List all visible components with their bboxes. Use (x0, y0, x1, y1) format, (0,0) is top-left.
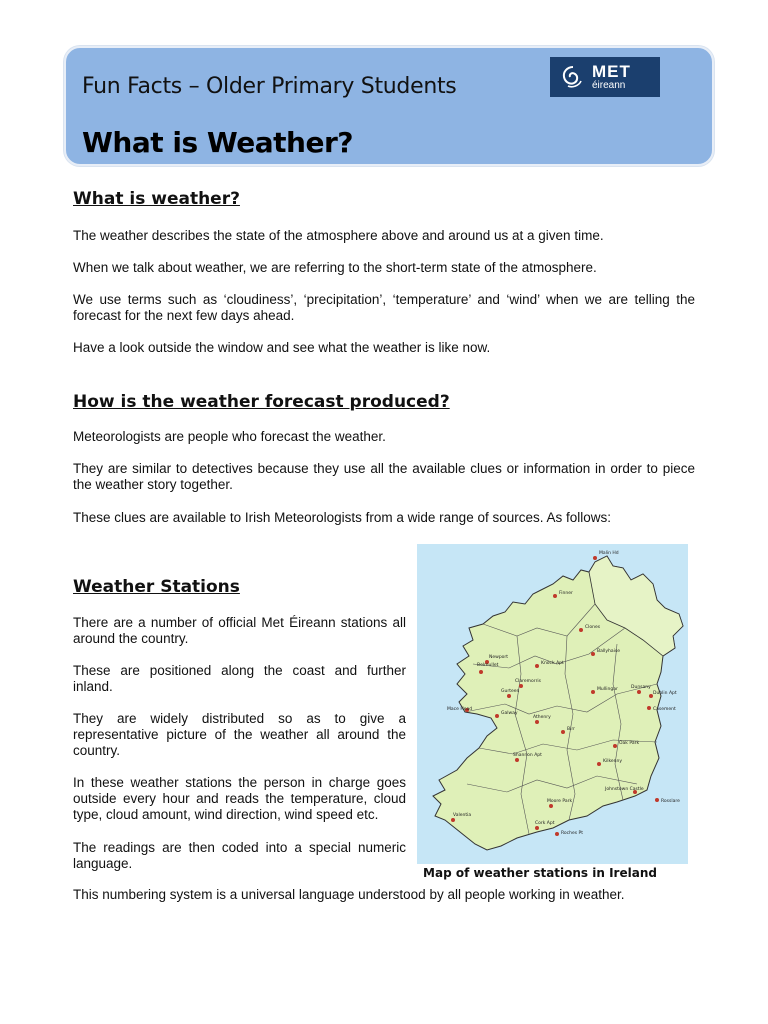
paragraph: These are positioned along the coast and further inland. (73, 663, 406, 694)
svg-text:Oak Park: Oak Park (619, 741, 640, 746)
paragraph: There are a number of official Met Éireann stations all around the country. (73, 615, 406, 646)
header-banner (64, 46, 714, 166)
svg-text:Rosslare: Rosslare (661, 799, 680, 804)
svg-text:Galway: Galway (501, 711, 518, 716)
paragraph: Have a look outside the window and see what the weather is like now. (73, 340, 491, 355)
svg-text:Knock Apt: Knock Apt (541, 661, 564, 666)
svg-text:Birr: Birr (567, 727, 575, 732)
svg-text:Dublin Apt: Dublin Apt (653, 691, 677, 696)
svg-text:Athenry: Athenry (533, 715, 551, 720)
paragraph: Meteorologists are people who forecast the weather. (73, 429, 386, 444)
weather-stations-map (417, 544, 688, 864)
paragraph: We use terms such as ‘cloudiness’, ‘precipitation’, ‘temperature’ and ‘wind’ when we are telling the forecast for the next few days ahead. (73, 292, 695, 323)
svg-text:Ballyhaise: Ballyhaise (597, 649, 620, 654)
paragraph: They are widely distributed so as to give a representative picture of the weather all around the country. (73, 711, 406, 758)
met-eireann-swirl-icon (560, 64, 586, 90)
section-heading-what-is-weather: What is weather? (73, 189, 240, 209)
svg-text:Malin Hd: Malin Hd (599, 551, 619, 556)
map-caption: Map of weather stations in Ireland (423, 866, 657, 880)
svg-text:Gurteen: Gurteen (501, 689, 520, 694)
page-subtitle: Fun Facts – Older Primary Students (82, 74, 457, 99)
page-title: What is Weather? (82, 126, 353, 159)
svg-text:Kilkenny: Kilkenny (603, 759, 623, 764)
paragraph: When we talk about weather, we are referring to the short-term state of the atmosphere. (73, 260, 597, 275)
svg-text:Moore Park: Moore Park (547, 799, 573, 804)
svg-text:Valentia: Valentia (453, 813, 472, 818)
svg-text:Finner: Finner (559, 591, 573, 596)
svg-text:Clones: Clones (585, 625, 601, 630)
svg-text:Johnstown Castle: Johnstown Castle (605, 787, 644, 792)
paragraph: The readings are then coded into a special numeric language. (73, 840, 406, 871)
section-heading-forecast: How is the weather forecast produced? (73, 392, 450, 412)
logo-text-eireann: éireann (592, 80, 626, 91)
svg-text:Cork Apt: Cork Apt (535, 821, 555, 826)
paragraph: In these weather stations the person in charge goes outside every hour and reads the temperature, cloud type, cloud amount, wind direction, wind speed etc. (73, 775, 406, 822)
svg-text:Casement: Casement (653, 707, 676, 712)
svg-text:Mace Head: Mace Head (447, 707, 473, 712)
paragraph: The weather describes the state of the atmosphere above and around us at a given time. (73, 228, 604, 243)
svg-text:Belmullet: Belmullet (477, 663, 499, 668)
paragraph: These clues are available to Irish Meteorologists from a wide range of sources. As follows: (73, 510, 612, 525)
svg-text:Dunsany: Dunsany (631, 685, 651, 690)
svg-text:Roches Pt: Roches Pt (561, 831, 584, 836)
svg-text:Shannon Apt: Shannon Apt (513, 753, 542, 758)
section-heading-weather-stations: Weather Stations (73, 577, 240, 597)
paragraph: This numbering system is a universal language understood by all people working in weather. (73, 887, 625, 902)
met-eireann-logo (550, 57, 660, 97)
svg-text:Claremorris: Claremorris (515, 679, 542, 684)
svg-text:Newport: Newport (489, 655, 509, 660)
svg-text:Mullingar: Mullingar (597, 687, 618, 692)
logo-text-met: MET (592, 62, 631, 81)
paragraph: They are similar to detectives because they use all the available clues or information in order to piece the weather story together. (73, 461, 695, 492)
